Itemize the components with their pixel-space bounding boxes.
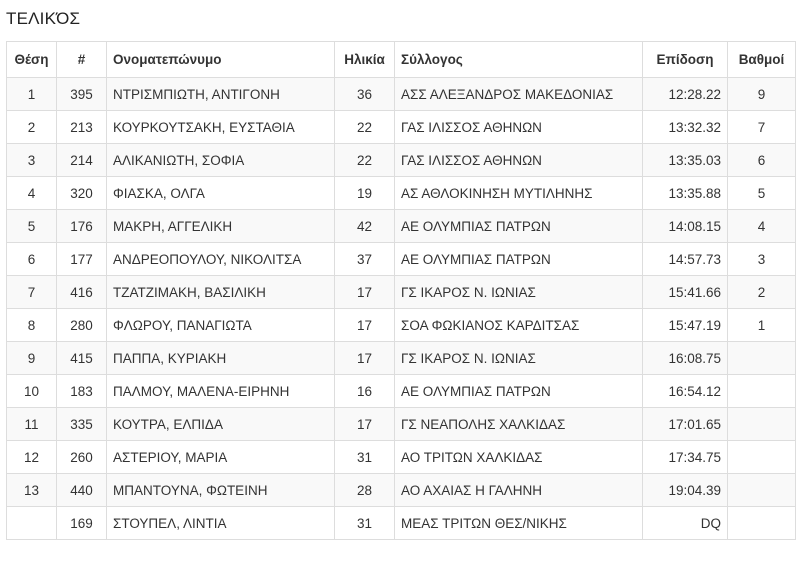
col-header-points: Βαθμοί: [728, 42, 796, 78]
cell-club: ΑΣ ΑΘΛΟΚΙΝΗΣΗ ΜΥΤΙΛΗΝΗΣ: [395, 177, 643, 210]
table-row: [7, 342, 796, 375]
cell-name: ΦΙΑΣΚΑ, ΟΛΓΑ: [107, 177, 335, 210]
cell-bib: 260: [57, 441, 107, 474]
section-title: ΤΕΛΙΚΌΣ: [6, 9, 81, 28]
cell-bib: 335: [57, 408, 107, 441]
cell-age: 17: [335, 342, 395, 375]
table-row: [7, 408, 796, 441]
cell-age: 31: [335, 507, 395, 540]
cell-club: ΓΑΣ ΙΛΙΣΣΟΣ ΑΘΗΝΩΝ: [395, 111, 643, 144]
cell-points: 9: [728, 78, 796, 111]
cell-club: ΑΟ ΤΡΙΤΩΝ ΧΑΛΚΙΔΑΣ: [395, 441, 643, 474]
cell-performance: 15:47.19: [643, 309, 728, 342]
cell-name: ΚΟΥΤΡΑ, ΕΛΠΙΔΑ: [107, 408, 335, 441]
cell-age: 19: [335, 177, 395, 210]
cell-age: 16: [335, 375, 395, 408]
cell-bib: 320: [57, 177, 107, 210]
cell-club: ΓΣ ΙΚΑΡΟΣ Ν. ΙΩΝΙΑΣ: [395, 276, 643, 309]
cell-club: ΜΕΑΣ ΤΡΙΤΩΝ ΘΕΣ/ΝΙΚΗΣ: [395, 507, 643, 540]
cell-performance: 13:35.88: [643, 177, 728, 210]
cell-name: ΣΤΟΥΠΕΛ, ΛΙΝΤΙΑ: [107, 507, 335, 540]
cell-position: 4: [7, 177, 57, 210]
table-row: [7, 177, 796, 210]
cell-club: ΑΕ ΟΛΥΜΠΙΑΣ ΠΑΤΡΩΝ: [395, 243, 643, 276]
cell-name: ΠΑΛΜΟΥ, ΜΑΛΕΝΑ-ΕΙΡΗΝΗ: [107, 375, 335, 408]
cell-position: 7: [7, 276, 57, 309]
table-row: [7, 309, 796, 342]
cell-name: ΦΛΩΡΟΥ, ΠΑΝΑΓΙΩΤΑ: [107, 309, 335, 342]
table-row: [7, 111, 796, 144]
cell-performance: 14:08.15: [643, 210, 728, 243]
cell-points: [728, 474, 796, 507]
cell-club: ΓΣ ΙΚΑΡΟΣ Ν. ΙΩΝΙΑΣ: [395, 342, 643, 375]
cell-name: ΚΟΥΡΚΟΥΤΣΑΚΗ, ΕΥΣΤΑΘΙΑ: [107, 111, 335, 144]
cell-points: [728, 342, 796, 375]
cell-club: ΓΑΣ ΙΛΙΣΣΟΣ ΑΘΗΝΩΝ: [395, 144, 643, 177]
cell-points: 2: [728, 276, 796, 309]
cell-points: 6: [728, 144, 796, 177]
cell-age: 37: [335, 243, 395, 276]
cell-performance: 19:04.39: [643, 474, 728, 507]
cell-club: ΑΣΣ ΑΛΕΞΑΝΔΡΟΣ ΜΑΚΕΔΟΝΙΑΣ: [395, 78, 643, 111]
cell-position: 12: [7, 441, 57, 474]
cell-points: [728, 507, 796, 540]
table-row: [7, 276, 796, 309]
cell-age: 17: [335, 276, 395, 309]
cell-performance: 16:54.12: [643, 375, 728, 408]
cell-points: 5: [728, 177, 796, 210]
cell-age: 22: [335, 144, 395, 177]
col-header-position: Θέση: [7, 42, 57, 78]
cell-points: [728, 441, 796, 474]
cell-age: 17: [335, 309, 395, 342]
cell-name: ΠΑΠΠΑ, ΚΥΡΙΑΚΗ: [107, 342, 335, 375]
cell-position: 8: [7, 309, 57, 342]
cell-bib: 214: [57, 144, 107, 177]
header-row: [7, 42, 796, 78]
cell-age: 28: [335, 474, 395, 507]
cell-performance: 13:35.03: [643, 144, 728, 177]
cell-points: [728, 408, 796, 441]
table-row: [7, 243, 796, 276]
cell-performance: 17:34.75: [643, 441, 728, 474]
cell-club: ΓΣ ΝΕΑΠΟΛΗΣ ΧΑΛΚΙΔΑΣ: [395, 408, 643, 441]
table-row: [7, 210, 796, 243]
cell-position: 11: [7, 408, 57, 441]
cell-club: ΑΟ ΑΧΑΙΑΣ Η ΓΑΛΗΝΗ: [395, 474, 643, 507]
cell-name: ΑΛΙΚΑΝΙΩΤΗ, ΣΟΦΙΑ: [107, 144, 335, 177]
cell-name: ΑΣΤΕΡΙΟΥ, ΜΑΡΙΑ: [107, 441, 335, 474]
cell-name: ΜΠΑΝΤΟΥΝΑ, ΦΩΤΕΙΝΗ: [107, 474, 335, 507]
cell-position: 9: [7, 342, 57, 375]
cell-age: 36: [335, 78, 395, 111]
col-header-club: Σύλλογος: [395, 42, 643, 78]
cell-age: 22: [335, 111, 395, 144]
cell-club: ΑΕ ΟΛΥΜΠΙΑΣ ΠΑΤΡΩΝ: [395, 375, 643, 408]
cell-performance: 14:57.73: [643, 243, 728, 276]
cell-name: ΜΑΚΡΗ, ΑΓΓΕΛΙΚΗ: [107, 210, 335, 243]
cell-points: 1: [728, 309, 796, 342]
cell-position: 6: [7, 243, 57, 276]
cell-club: ΣΟΑ ΦΩΚΙΑΝΟΣ ΚΑΡΔΙΤΣΑΣ: [395, 309, 643, 342]
cell-bib: 213: [57, 111, 107, 144]
table-row: [7, 474, 796, 507]
results-table: [6, 41, 796, 540]
cell-club: ΑΕ ΟΛΥΜΠΙΑΣ ΠΑΤΡΩΝ: [395, 210, 643, 243]
cell-performance: 13:32.32: [643, 111, 728, 144]
cell-position: 3: [7, 144, 57, 177]
cell-name: ΑΝΔΡΕΟΠΟΥΛΟΥ, ΝΙΚΟΛΙΤΣΑ: [107, 243, 335, 276]
cell-performance: 12:28.22: [643, 78, 728, 111]
col-header-performance: Επίδοση: [643, 42, 728, 78]
cell-bib: 176: [57, 210, 107, 243]
cell-points: 4: [728, 210, 796, 243]
cell-age: 17: [335, 408, 395, 441]
cell-position: 5: [7, 210, 57, 243]
cell-position: 13: [7, 474, 57, 507]
table-row: [7, 375, 796, 408]
cell-bib: 440: [57, 474, 107, 507]
cell-bib: 395: [57, 78, 107, 111]
cell-points: 7: [728, 111, 796, 144]
cell-position: 2: [7, 111, 57, 144]
table-row: [7, 78, 796, 111]
cell-performance: 16:08.75: [643, 342, 728, 375]
cell-performance: 15:41.66: [643, 276, 728, 309]
cell-performance: 17:01.65: [643, 408, 728, 441]
cell-position: 10: [7, 375, 57, 408]
cell-position: 1: [7, 78, 57, 111]
cell-name: ΤΖΑΤΖΙΜΑΚΗ, ΒΑΣΙΛΙΚΗ: [107, 276, 335, 309]
table-row: [7, 507, 796, 540]
cell-bib: 280: [57, 309, 107, 342]
cell-points: [728, 375, 796, 408]
col-header-age: Ηλικία: [335, 42, 395, 78]
table-row: [7, 441, 796, 474]
cell-bib: 416: [57, 276, 107, 309]
cell-bib: 169: [57, 507, 107, 540]
cell-position: [7, 507, 57, 540]
table-row: [7, 144, 796, 177]
cell-bib: 183: [57, 375, 107, 408]
cell-bib: 415: [57, 342, 107, 375]
cell-age: 42: [335, 210, 395, 243]
cell-points: 3: [728, 243, 796, 276]
cell-performance: DQ: [643, 507, 728, 540]
col-header-name: Ονοματεπώνυμο: [107, 42, 335, 78]
col-header-bib: #: [57, 42, 107, 78]
cell-age: 31: [335, 441, 395, 474]
cell-name: ΝΤΡΙΣΜΠΙΩΤΗ, ΑΝΤΙΓΟΝΗ: [107, 78, 335, 111]
cell-bib: 177: [57, 243, 107, 276]
